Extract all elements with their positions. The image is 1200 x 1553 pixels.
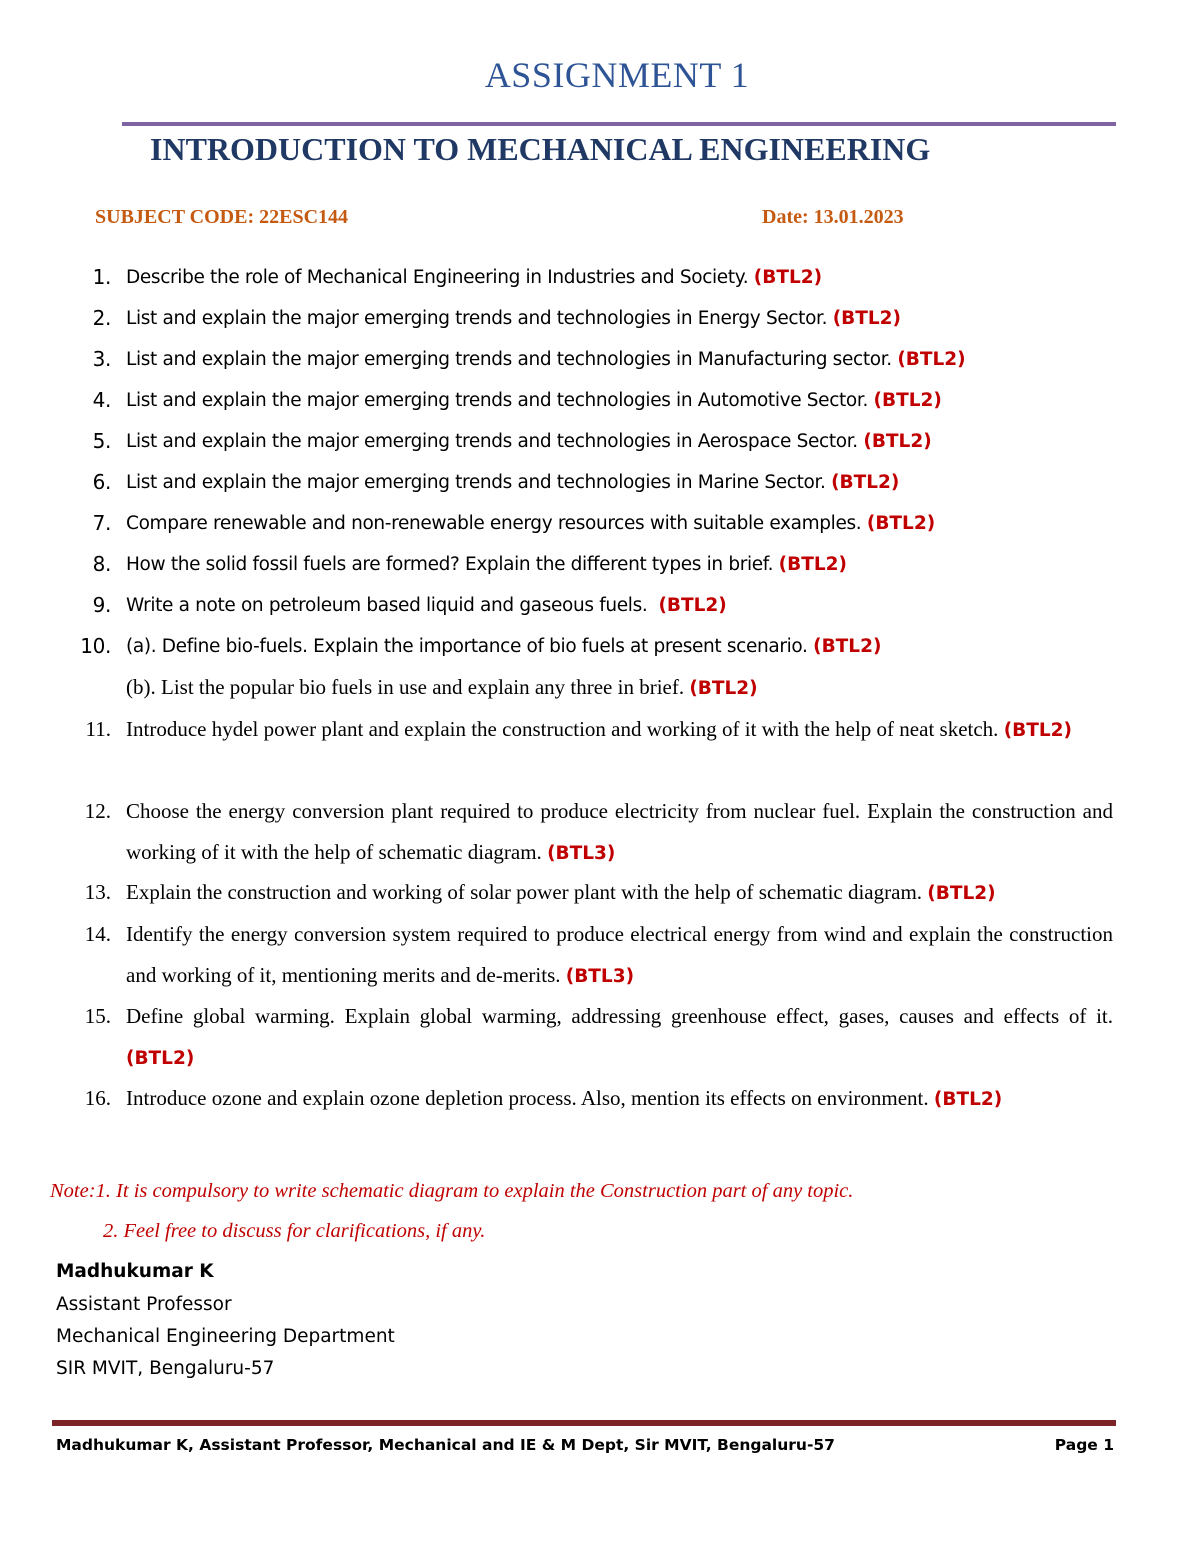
- btl-tag: (BTL2): [897, 349, 966, 370]
- question-text: Introduce hydel power plant and explain the construction and working of it with the help of neat sketch. (BTL2): [126, 717, 1072, 741]
- btl-tag: (BTL2): [1003, 720, 1072, 741]
- btl-tag: (BTL2): [689, 678, 758, 699]
- question-number: 15.: [84, 1004, 111, 1028]
- question-item: [0, 388, 1200, 429]
- question-item: [0, 1003, 1200, 1085]
- btl-tag: (BTL2): [813, 636, 882, 657]
- btl-tag: (BTL2): [866, 513, 936, 534]
- btl-tag: (BTL2): [927, 883, 996, 904]
- question-number: 8.: [92, 552, 111, 576]
- question-text: How the solid fossil fuels are formed? Explain the different types in brief. (BTL2): [126, 554, 847, 575]
- btl-tag: (BTL2): [753, 267, 823, 288]
- btl-tag: (BTL2): [863, 431, 932, 452]
- question-text: List and explain the major emerging trends and technologies in Energy Sector. (BTL2): [126, 308, 901, 329]
- question-text: Choose the energy conversion plant required to produce electricity from nuclear fuel. Explain the construction and working of it with the help of schematic diagram. (BTL3): [126, 799, 1113, 864]
- question-number: 14.: [84, 922, 111, 946]
- btl-tag: (BTL2): [933, 1089, 1003, 1110]
- signature-institution: SIR MVIT, Bengaluru-57: [56, 1358, 275, 1379]
- question-item: [0, 921, 1200, 1003]
- page-number: Page 1: [1054, 1436, 1114, 1454]
- assignment-heading: ASSIGNMENT 1: [484, 55, 750, 95]
- course-title: INTRODUCTION TO MECHANICAL ENGINEERING: [150, 131, 931, 167]
- question-item: [0, 593, 1200, 634]
- btl-tag: (BTL3): [547, 843, 616, 864]
- footer-divider: [52, 1420, 1116, 1426]
- question-text: Explain the construction and working of solar power plant with the help of schematic diagram. (BTL2): [126, 880, 996, 904]
- question-text: Define global warming. Explain global warming, addressing greenhouse effect, gases, causes and effects of it. (BTL2): [126, 1004, 1113, 1069]
- question-item: [0, 1085, 1200, 1167]
- assignment-date: Date: 13.01.2023: [762, 206, 904, 228]
- question-item: [0, 265, 1200, 306]
- subject-code: SUBJECT CODE: 22ESC144: [95, 206, 349, 228]
- question-number: 11.: [85, 717, 111, 741]
- footer-author: Madhukumar K, Assistant Professor, Mechanical and IE & M Dept, Sir MVIT, Bengaluru-57: [56, 1436, 835, 1454]
- question-text: Describe the role of Mechanical Engineering in Industries and Society. (BTL2): [126, 267, 823, 288]
- btl-tag: (BTL2): [873, 390, 942, 411]
- question-number: 5.: [92, 429, 111, 453]
- question-item: [0, 798, 1200, 880]
- title-divider: [122, 122, 1116, 126]
- question-number: 13.: [84, 880, 111, 904]
- btl-tag: (BTL2): [658, 595, 727, 616]
- btl-tag: (BTL3): [565, 966, 635, 987]
- question-text: (a). Define bio-fuels. Explain the importance of bio fuels at present scenario. (BTL2): [126, 636, 882, 657]
- question-list: [0, 265, 1200, 1167]
- question-text: List and explain the major emerging trends and technologies in Automotive Sector. (BTL2): [126, 390, 942, 411]
- question-text: List and explain the major emerging trends and technologies in Aerospace Sector. (BTL2): [126, 431, 932, 452]
- question-item: [0, 347, 1200, 388]
- question-number: 7.: [92, 511, 111, 535]
- signature-role: Assistant Professor: [56, 1294, 232, 1315]
- question-item: [0, 470, 1200, 511]
- btl-tag: (BTL2): [831, 472, 900, 493]
- question-number: 10.: [80, 634, 111, 658]
- question-number: 1.: [92, 265, 111, 289]
- question-number: 2.: [92, 306, 111, 330]
- question-text: Identify the energy conversion system required to produce electrical energy from wind and explain the construction and working of it, mentioning merits and de-merits. (BTL3): [126, 922, 1113, 987]
- question-number: 4.: [92, 388, 111, 412]
- question-item: [0, 306, 1200, 347]
- question-text: (b). List the popular bio fuels in use and explain any three in brief. (BTL2): [126, 675, 758, 699]
- question-text: Write a note on petroleum based liquid and gaseous fuels. (BTL2): [126, 595, 727, 616]
- signature-name: Madhukumar K: [56, 1261, 214, 1282]
- question-number: 16.: [84, 1086, 111, 1110]
- question-number: 12.: [84, 799, 111, 823]
- question-text: List and explain the major emerging trends and technologies in Marine Sector. (BTL2): [126, 472, 900, 493]
- question-text: Introduce ozone and explain ozone depletion process. Also, mention its effects on environment. (BTL2): [126, 1086, 1003, 1110]
- btl-tag: (BTL2): [126, 1048, 195, 1069]
- question-number: 3.: [92, 347, 111, 371]
- note-schematic: Note:1. It is compulsory to write schematic diagram to explain the Construction part of any topic.: [50, 1180, 854, 1202]
- question-item: [0, 634, 1200, 675]
- btl-tag: (BTL2): [778, 554, 847, 575]
- question-number: 6.: [92, 470, 111, 494]
- question-text: Compare renewable and non-renewable energy resources with suitable examples. (BTL2): [126, 513, 936, 534]
- signature-department: Mechanical Engineering Department: [56, 1326, 395, 1347]
- note-clarifications: 2. Feel free to discuss for clarifications, if any.: [103, 1220, 486, 1242]
- question-text: List and explain the major emerging trends and technologies in Manufacturing sector. (BTL2): [126, 349, 966, 370]
- question-number: 9.: [92, 593, 111, 617]
- btl-tag: (BTL2): [832, 308, 901, 329]
- question-item: [0, 552, 1200, 593]
- question-item: [0, 511, 1200, 552]
- question-item: [0, 716, 1200, 798]
- question-item: [0, 429, 1200, 470]
